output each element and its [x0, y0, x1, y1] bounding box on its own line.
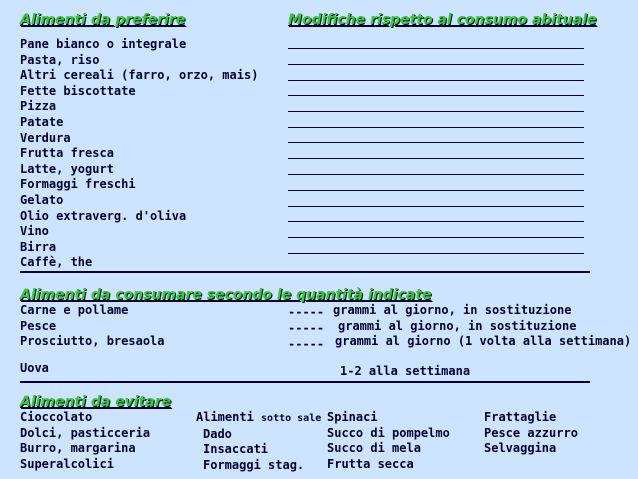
write-in-line[interactable] — [288, 174, 584, 175]
list-item: Altri cereali (farro, orzo, mais) — [20, 68, 259, 83]
list-item: Insaccati — [203, 442, 269, 457]
write-in-line[interactable] — [288, 142, 584, 143]
preferred-list — [20, 37, 258, 271]
col-title-main: Alimenti — [196, 410, 254, 424]
section-heading-preferred: Alimenti da preferire — [20, 12, 186, 28]
list-item: Burro, margarina — [20, 441, 136, 456]
write-in-line[interactable] — [288, 221, 584, 222]
write-in-line[interactable] — [288, 111, 584, 112]
list-item: Gelato — [20, 192, 64, 207]
list-item: Birra — [20, 239, 57, 254]
section-heading-changes: Modifiche rispetto al consumo abituale — [288, 12, 597, 28]
list-item: Dado — [203, 426, 232, 441]
write-in-line[interactable] — [288, 237, 584, 238]
list-item: Dolci, pasticceria — [20, 425, 151, 440]
quantity-label: Pesce — [20, 319, 57, 333]
section-heading-quantity: Alimenti da consumare secondo le quantità indicate — [20, 287, 432, 303]
col-title — [196, 410, 321, 427]
list-item: Olio extraverg. d'oliva — [20, 208, 187, 223]
list-item: Frattaglie — [484, 410, 557, 424]
write-in-line[interactable] — [288, 64, 584, 65]
list-item: Pasta, riso — [20, 52, 100, 67]
list-item: Pizza — [20, 99, 57, 114]
quantity-note: grammi al giorno, in sostituzione — [333, 303, 572, 317]
write-in-line[interactable] — [288, 190, 584, 191]
list-item: Fette biscottate — [20, 83, 136, 98]
list-item: Formaggi stag. — [203, 457, 305, 472]
quantity-note: grammi al giorno (1 volta alla settimana) — [335, 334, 632, 348]
quantity-label: Carne e pollame — [20, 303, 129, 317]
write-in-line[interactable] — [288, 158, 584, 159]
write-in-line[interactable] — [288, 48, 584, 49]
avoid-col-2 — [196, 410, 321, 473]
list-item: Latte, yogurt — [20, 161, 114, 176]
uova-note: 1-2 alla settimana — [340, 364, 471, 378]
list-item: Verdura — [20, 130, 71, 145]
list-item: Superalcolici — [20, 456, 114, 471]
quantity-blank[interactable]: ----- — [288, 305, 325, 319]
avoid-col-1 — [20, 410, 150, 472]
avoid-col-3 — [327, 410, 450, 472]
section-divider — [20, 381, 590, 383]
list-item: Succo di mela — [327, 441, 421, 456]
write-in-line[interactable] — [288, 95, 584, 96]
quantity-blank[interactable]: ----- — [288, 321, 325, 335]
list-item: Frutta fresca — [20, 146, 114, 161]
list-item: Caffè, the — [20, 255, 93, 270]
list-item: Selvaggina — [484, 441, 557, 456]
quantity-label: Prosciutto, bresaola — [20, 334, 165, 348]
list-item: Pane bianco o integrale — [20, 37, 187, 51]
write-in-line[interactable] — [288, 80, 584, 81]
col-title-small: sotto sale — [261, 413, 322, 424]
list-item: Cioccolato — [20, 410, 93, 424]
quantity-note: grammi al giorno, in sostituzione — [338, 319, 577, 333]
list-item: Patate — [20, 114, 64, 129]
list-item: Frutta secca — [327, 456, 414, 471]
list-item: Formaggi freschi — [20, 177, 136, 192]
list-item: Pesce azzurro — [484, 425, 578, 440]
section-divider — [20, 271, 590, 273]
section-heading-avoid: Alimenti da evitare — [20, 394, 172, 410]
write-in-line[interactable] — [288, 206, 584, 207]
avoid-col-4 — [484, 410, 578, 457]
write-in-line[interactable] — [288, 127, 584, 128]
quantity-blank[interactable]: ----- — [288, 337, 325, 351]
uova-label: Uova — [20, 361, 49, 375]
list-item: Vino — [20, 224, 49, 239]
write-in-line[interactable] — [288, 253, 584, 254]
list-item: Succo di pompelmo — [327, 425, 450, 440]
list-item: Spinaci — [327, 410, 378, 424]
